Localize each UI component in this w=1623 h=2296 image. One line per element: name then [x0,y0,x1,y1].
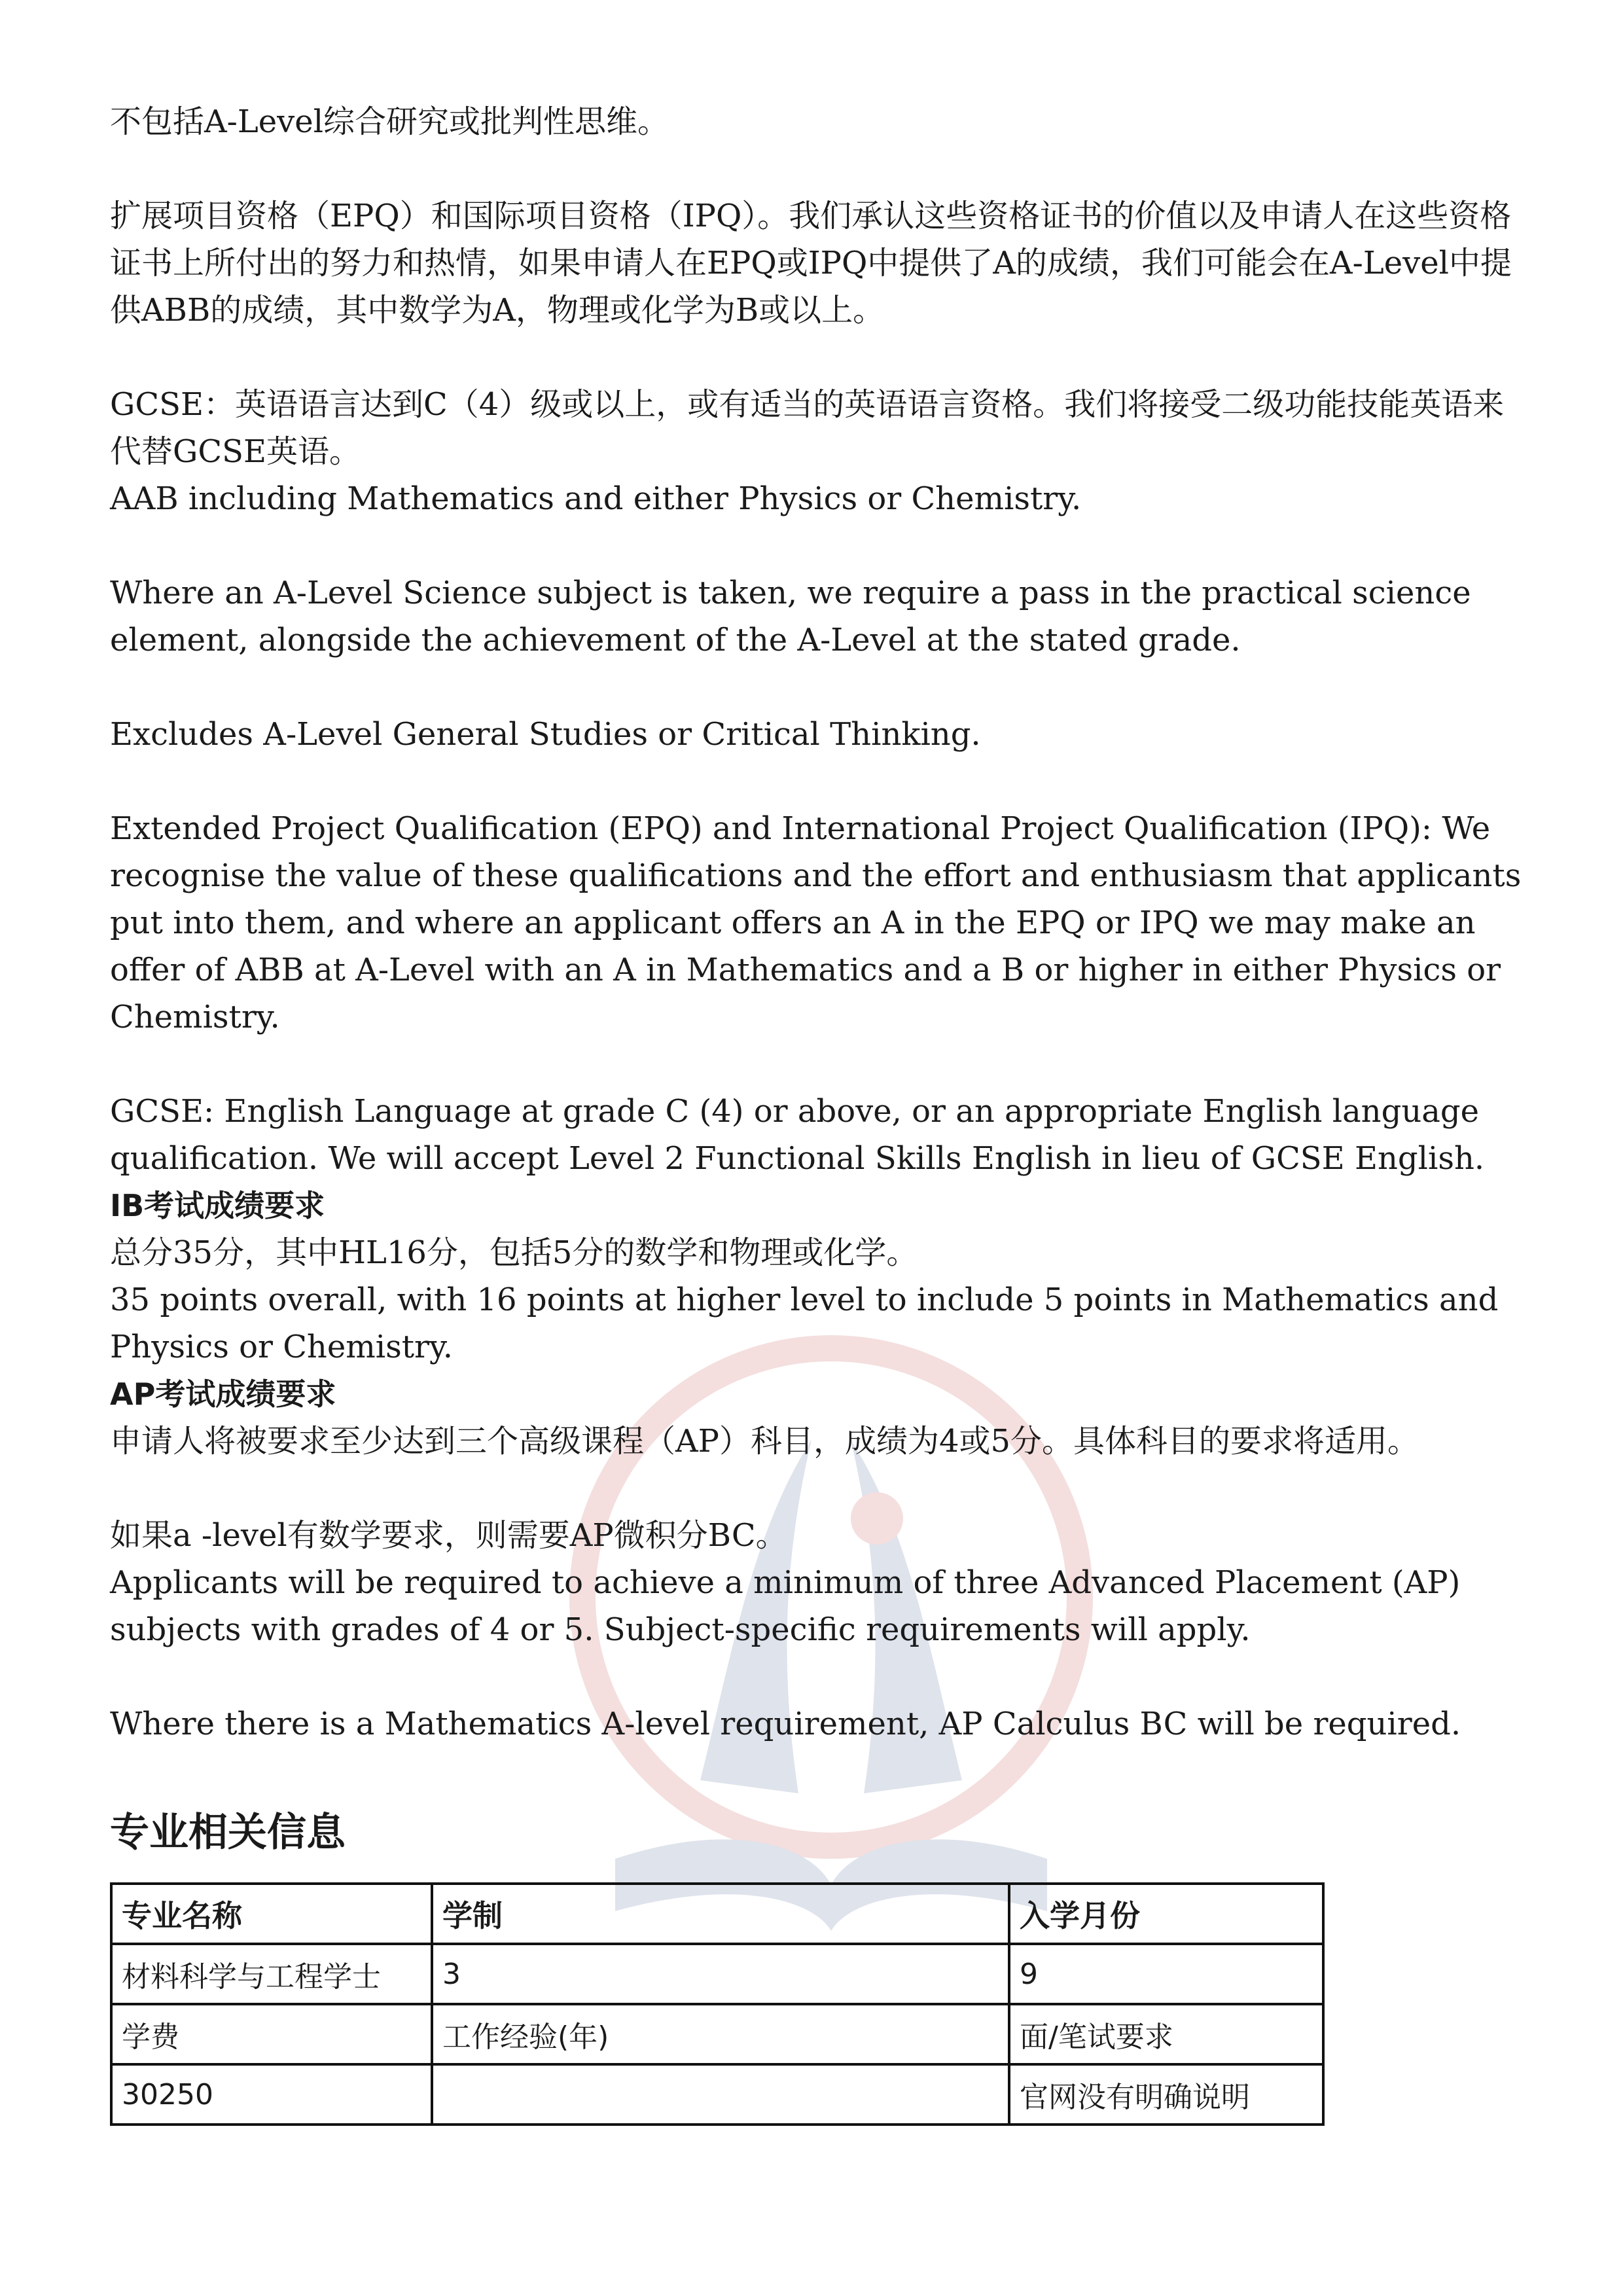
table-cell: 9 [1009,1944,1323,2004]
table-cell: 工作经验(年) [432,2004,1009,2064]
table-header-cell: 学制 [432,1884,1009,1944]
ap-requirement-en-1: Applicants will be required to achieve a minimum of three Advanced Placement (AP) subjects with grades of 4 or 5. Subject-specific requirements will apply. [110,1564,1461,1648]
table-cell: 材料科学与工程学士 [111,1944,432,2004]
ib-requirement-cn: 总分35分，其中HL16分，包括5分的数学和物理或化学。 [110,1234,918,1271]
ib-requirement-en: 35 points overall, with 16 points at higher level to include 5 points in Mathematics and Physics or Chemistry. [110,1282,1499,1365]
paragraph-science-practical: Where an A-Level Science subject is taken, we require a pass in the practical science element, alongside the achievement of the A-Level at the stated grade. [110,575,1471,658]
table-cell: 面/笔试要求 [1009,2004,1323,2064]
program-info-title: 专业相关信息 [110,1810,346,1856]
document-body [110,98,1524,2126]
ap-requirement-cn-2: 如果a -level有数学要求，则需要AP微积分BC。 [110,1517,787,1554]
table-cell: 30250 [111,2064,432,2125]
table-cell [432,2064,1009,2125]
paragraph-aab: AAB including Mathematics and either Physics or Chemistry. [110,480,1082,517]
paragraph-a-level-exclusion-cn: 不包括A-Level综合研究或批判性思维。 [110,103,669,140]
table-header-cell: 入学月份 [1009,1884,1323,1944]
table-row [111,1884,1323,1944]
paragraph-epq-en: Extended Project Qualification (EPQ) and International Project Qualification (IPQ): We recognise the value of these qualifications and the effort and enthusiasm that applicants put into them, and where an applicant offers an A in the EPQ or IPQ we may make an offer of ABB at A-Level with an A in Mathematics and a B or higher in either Physics or Chemistry. [110,810,1522,1035]
table-row [111,2004,1323,2064]
table-cell: 官网没有明确说明 [1009,2064,1323,2125]
table-cell: 3 [432,1944,1009,2004]
table-row [111,2064,1323,2125]
program-info-table [110,1882,1325,2126]
paragraph-gcse-cn: GCSE：英语语言达到C（4）级或以上，或有适当的英语语言资格。我们将接受二级功能技能英语来代替GCSE英语。 [110,386,1505,470]
table-row [111,1944,1323,2004]
paragraph-gcse-en: GCSE: English Language at grade C (4) or above, or an appropriate English language qualification. We will accept Level 2 Functional Skills English in lieu of GCSE English. [110,1093,1485,1177]
table-header-cell: 专业名称 [111,1884,432,1944]
paragraph-epq-cn: 扩展项目资格（EPQ）和国际项目资格（IPQ）。我们承认这些资格证书的价值以及申请人在这些资格证书上所付出的努力和热情，如果申请人在EPQ或IPQ中提供了A的成绩，我们可能会在A-Level中提供ABB的成绩，其中数学为A，物理或化学为B或以上。 [110,198,1512,329]
paragraph-excludes: Excludes A-Level General Studies or Critical Thinking. [110,716,981,753]
ap-requirement-cn-1: 申请人将被要求至少达到三个高级课程（AP）科目，成绩为4或5分。具体科目的要求将适用。 [110,1423,1419,1460]
table-cell: 学费 [111,2004,432,2064]
ap-heading: AP考试成绩要求 [110,1376,336,1412]
ap-requirement-en-2: Where there is a Mathematics A-level requirement, AP Calculus BC will be required. [110,1706,1461,1742]
ib-heading: IB考试成绩要求 [110,1188,325,1223]
